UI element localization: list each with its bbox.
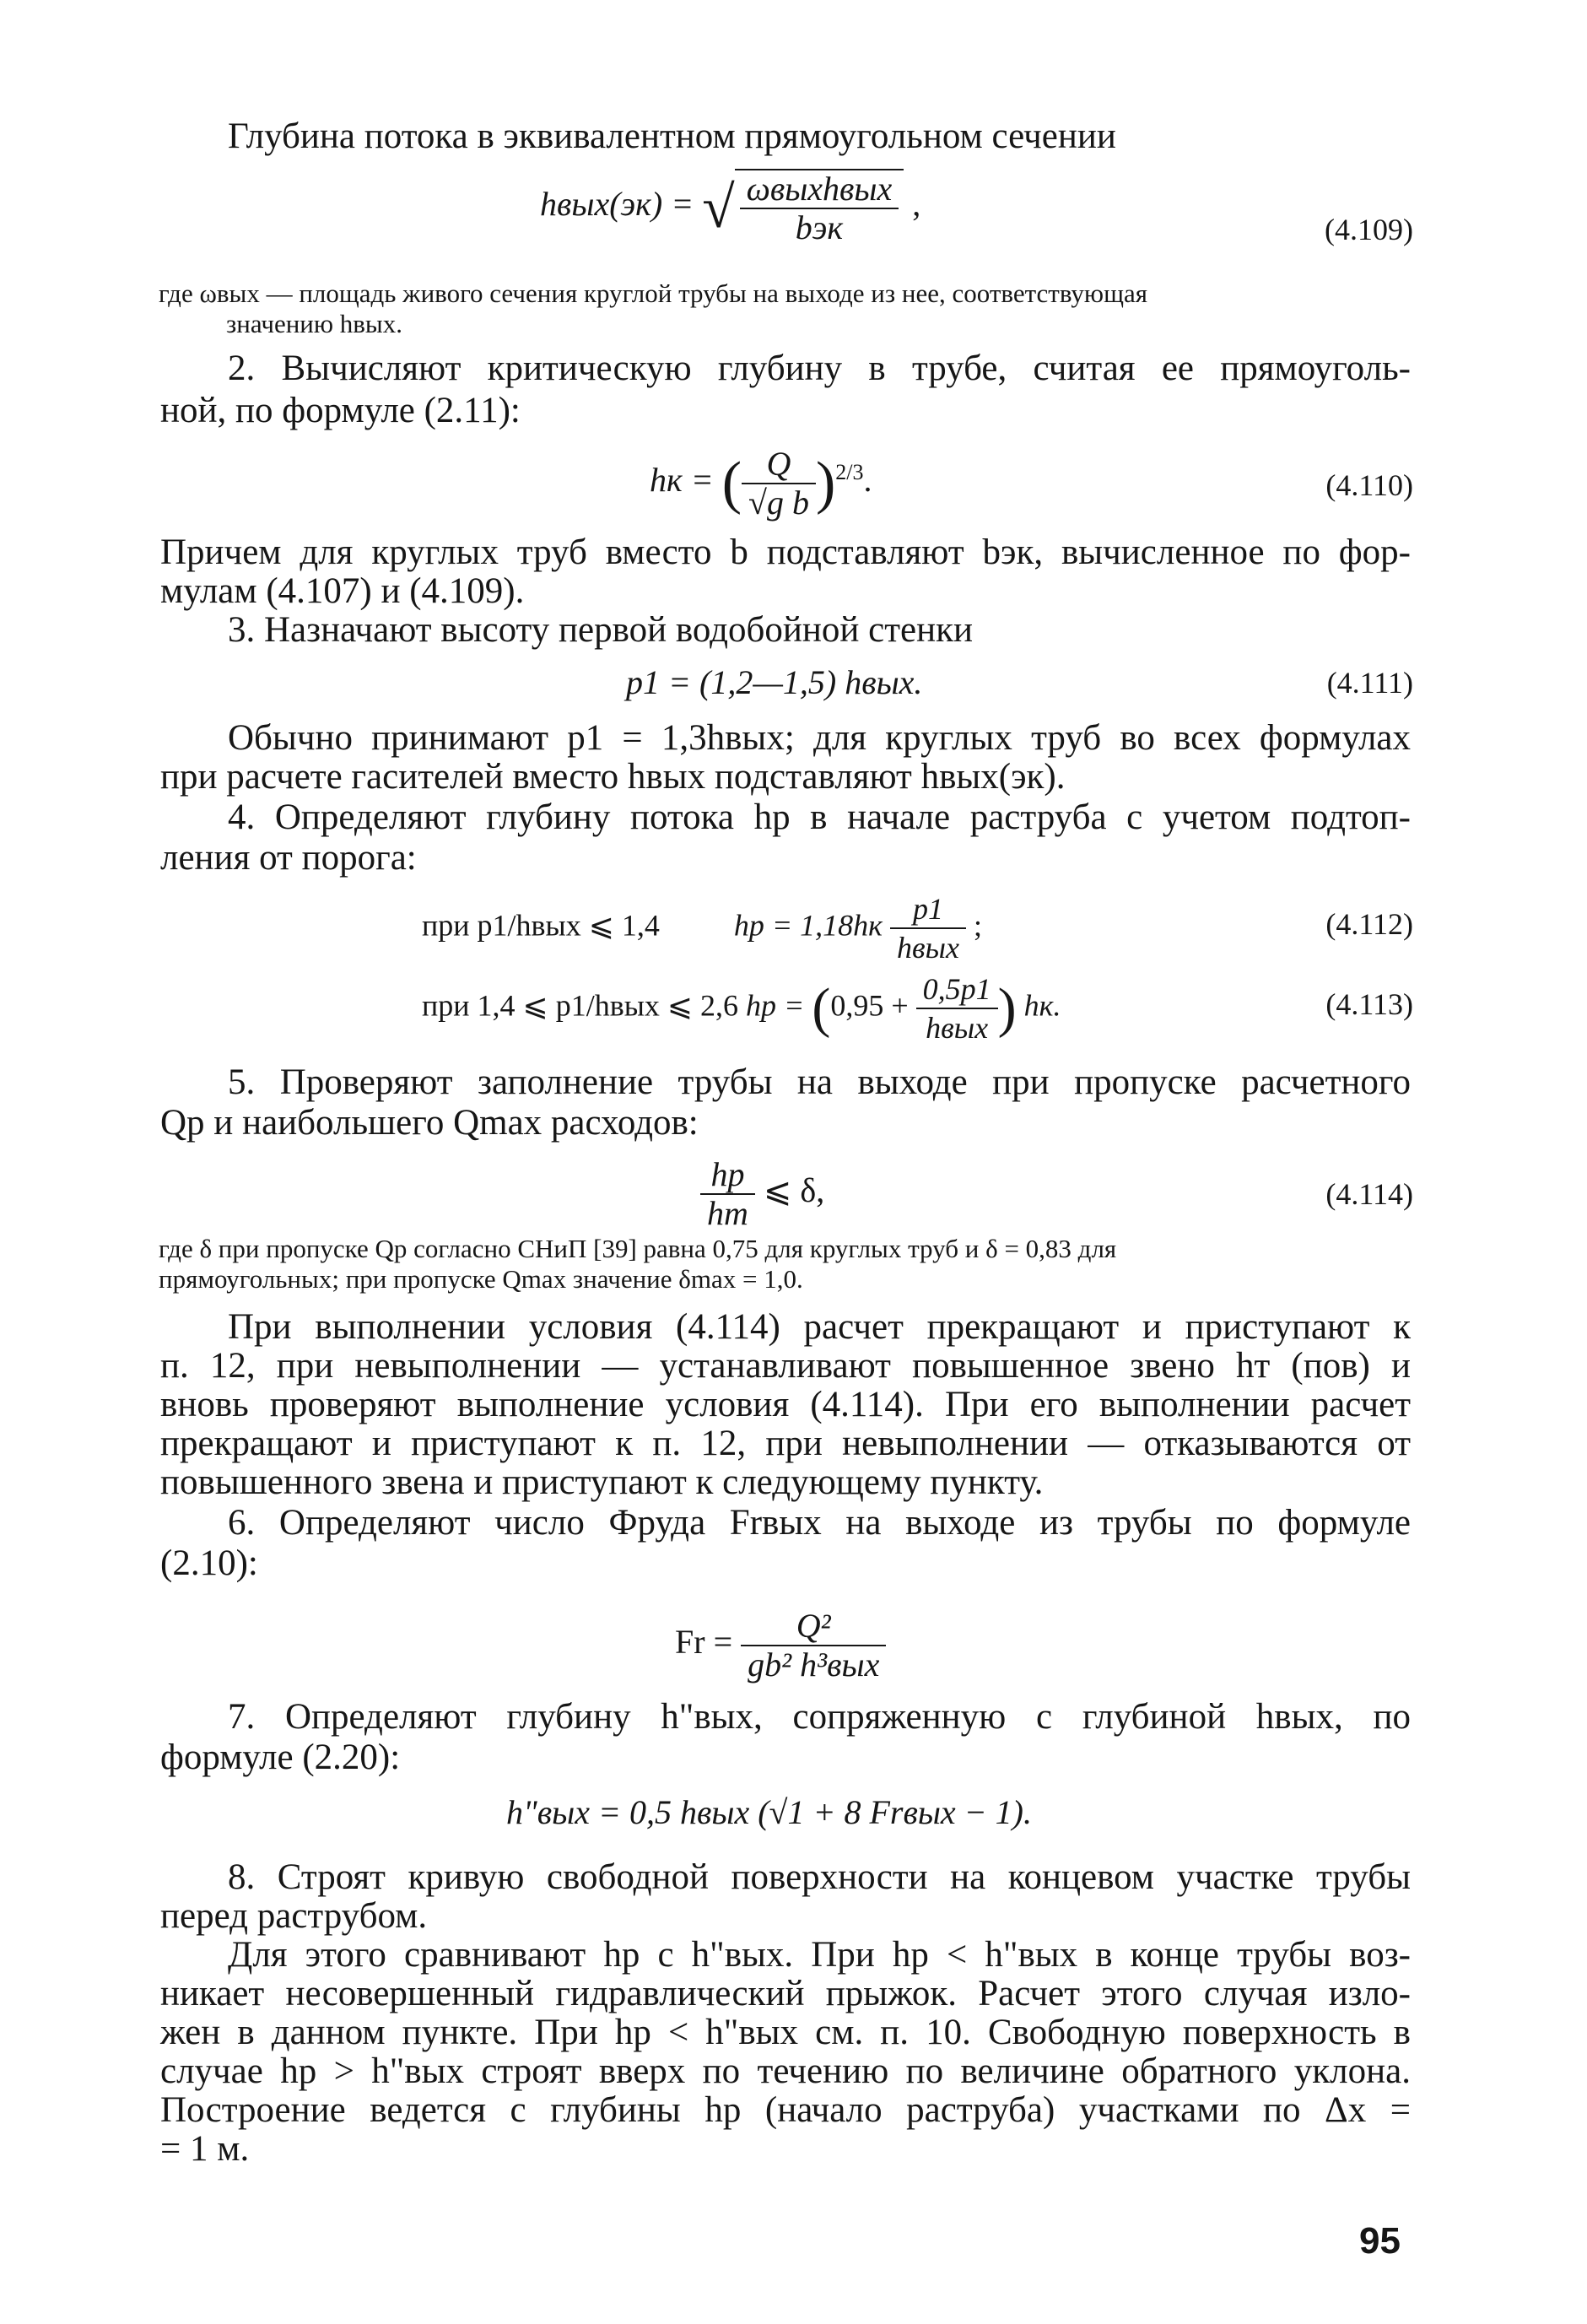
equation-term: 0,95 + — [830, 988, 909, 1023]
equation-number: (4.111) — [1326, 666, 1413, 700]
fraction-numerator: 0,5p1 — [916, 970, 998, 1009]
text-line: формуле (2.20): — [160, 1738, 401, 1777]
equation-tail: hк. — [1023, 988, 1061, 1023]
equation-punct: . — [863, 461, 872, 500]
fraction-denominator: gb² h³вых — [748, 1646, 880, 1684]
text-line: Глубина потока в эквивалентном прямоугольном сечении — [228, 116, 1116, 156]
equation-4-110: hк = ( $\frac{Q}{\text{√g b}}$ )$^{2/3}$. — [650, 445, 872, 522]
equation-froude — [675, 1608, 886, 1684]
equation-punct: ; — [974, 908, 983, 943]
fraction-numerator: ωвыхhвых — [740, 170, 899, 209]
text-line: прекращают и приступают к п. 12, при невыполнении — отказываются от — [160, 1424, 1411, 1463]
text-line: 8. Строят кривую свободной поверхности на концевом участке трубы — [228, 1857, 1411, 1897]
text-line: 6. Определяют число Фруда Frвых на выходе из трубы по формуле — [228, 1503, 1411, 1543]
text-line: 3. Назначают высоту первой водобойной стенки — [228, 610, 974, 650]
equation-rhs: ⩽ δ, — [763, 1171, 825, 1210]
fraction-denominator: √g b — [748, 484, 809, 522]
text-line: = 1 м. — [160, 2129, 250, 2169]
text-line: прямоугольных; при пропуске Qmax значение δmax = 1,0. — [159, 1264, 803, 1294]
fraction-numerator: Q — [742, 446, 816, 484]
text-line: повышенного звена и приступают к следующему пункту. — [160, 1462, 1044, 1502]
text-line: Построение ведется с глубины hр (начало раструба) участками по Δx = — [160, 2090, 1411, 2130]
text-line: ления от порога: — [160, 838, 417, 878]
equation-number: (4.113) — [1325, 987, 1413, 1021]
text-line: (2.10): — [160, 1543, 258, 1583]
text-line: вновь проверяют выполнение условия (4.114). При его выполнении расчет — [160, 1385, 1411, 1424]
page-number: 95 — [1359, 2220, 1401, 2262]
text-line: 2. Вычисляют критическую глубину в трубе, считая ее прямоуголь- — [228, 349, 1411, 388]
equation-condition: при 1,4 ⩽ p1/hвых ⩽ 2,6 — [422, 988, 739, 1023]
sqrt-sign: √ $\frac{\text{ωвыхhвых}}{\text{bэк}}$ — [702, 169, 904, 246]
text-line: При выполнении условия (4.114) расчет прекращают и приступают к — [228, 1307, 1411, 1347]
equation-number: (4.112) — [1325, 907, 1413, 941]
text-line: перед раструбом. — [160, 1896, 428, 1936]
fraction-numerator: hр — [700, 1156, 755, 1195]
fraction-denominator: hвых — [897, 931, 960, 965]
text-line: Причем для круглых труб вместо b подставляют bэк, вычисленное по фор- — [160, 532, 1411, 572]
text-line: п. 12, при невыполнении — устанавливают повышенное звено hт (пов) и — [160, 1346, 1411, 1386]
fraction-denominator: hт — [707, 1194, 748, 1232]
text-line: Обычно принимают p1 = 1,3hвых; для круглых труб во всех формулах — [228, 718, 1411, 758]
text-line: 7. Определяют глубину h"вых, сопряженную с глубиной hвых, по — [228, 1697, 1411, 1737]
equation-4-114 — [700, 1156, 824, 1232]
equation-4-113: при 1,4 ⩽ p1/hвых ⩽ 2,6 hр = (0,95 + $\frac{0,5p1}{\text{hвых}}$ ) hк. — [422, 972, 1061, 1045]
equation-condition: при p1/hвых ⩽ 1,4 — [422, 908, 660, 943]
fraction-numerator: Q² — [741, 1608, 886, 1646]
text-line: где δ при пропуске Qр согласно СНиП [39] равна 0,75 для круглых труб и δ = 0,83 для — [159, 1234, 1117, 1263]
exponent: 2/3 — [835, 460, 864, 485]
equation-4-111: p1 = (1,2—1,5) hвых. — [626, 663, 923, 701]
equation-punct: , — [912, 185, 921, 224]
fraction-numerator: p1 — [890, 890, 966, 929]
equation-lhs: Fr = — [675, 1623, 733, 1662]
text-line: жен в данном пункте. При hр < h"вых см. п. 10. Свободную поверхность в — [160, 2013, 1411, 2052]
text-line: 4. Определяют глубину потока hр в начале раструба с учетом подтоп- — [228, 797, 1411, 837]
text-line: ной, по формуле (2.11): — [160, 391, 521, 430]
equation-4-109 — [540, 169, 920, 246]
text-line: мулам (4.107) и (4.109). — [160, 571, 525, 611]
fraction-denominator: bэк — [795, 208, 844, 246]
equation-lhs: hк = — [650, 461, 714, 500]
equation-lhs: hр = 1,18hк — [733, 908, 883, 943]
text-line: Для этого сравнивают hр с h"вых. При hр < h"вых в конце трубы воз- — [228, 1935, 1411, 1975]
equation-number: (4.109) — [1325, 213, 1413, 246]
text-line: никает несовершенный гидравлический прыжок. Расчет этого случая изло- — [160, 1974, 1411, 2013]
equation-4-112 — [422, 890, 982, 966]
text-line: значению hвых. — [226, 309, 403, 338]
text-line: случае hр > h"вых строят вверх по течению по величине обратного уклона. — [160, 2051, 1411, 2091]
equation-lhs: hвых(эк) = — [540, 185, 694, 224]
fraction-denominator: hвых — [926, 1011, 989, 1045]
text-line: 5. Проверяют заполнение трубы на выходе при пропуске расчетного — [228, 1062, 1411, 1102]
text-line: Qр и наибольшего Qmax расходов: — [160, 1103, 699, 1143]
text-line: при расчете гасителей вместо hвых подставляют hвых(эк). — [160, 757, 1066, 797]
equation-conjugate-depth: h"вых = 0,5 hвых (√1 + 8 Frвых − 1). — [506, 1793, 1032, 1831]
equation-lhs: hр = — [746, 988, 805, 1023]
text-line: где ωвых — площадь живого сечения круглой трубы на выходе из нее, соответствующая — [159, 278, 1147, 308]
equation-number: (4.114) — [1325, 1177, 1413, 1211]
equation-number: (4.110) — [1325, 468, 1413, 502]
